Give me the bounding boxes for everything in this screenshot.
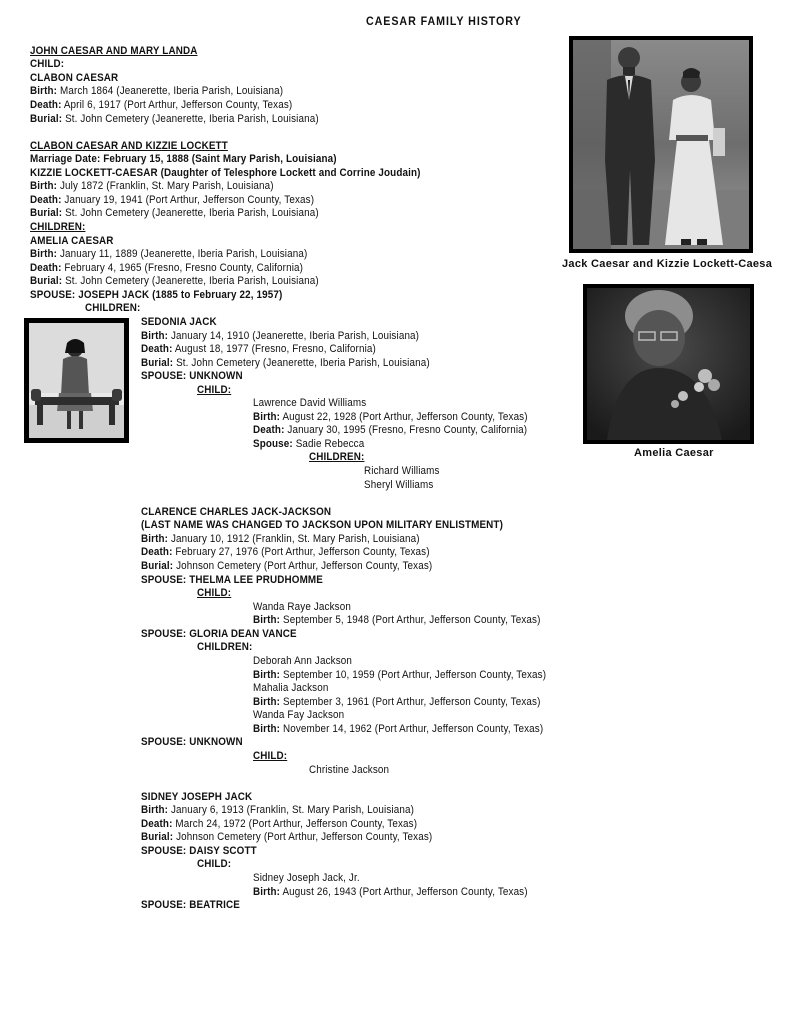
- amelia-photo-caption: Amelia Caesar: [634, 447, 714, 459]
- birth-line: Birth: January 14, 1910 (Jeanerette, Iberia Parish, Louisiana): [141, 330, 420, 342]
- children-heading: CHILDREN:: [85, 302, 141, 314]
- burial-line: Burial: St. John Cemetery (Jeanerette, Iberia Parish, Louisiana): [30, 207, 319, 219]
- birth-line: Birth: August 22, 1928 (Port Arthur, Jefferson County, Texas): [253, 411, 528, 423]
- birth-line: Birth: September 10, 1959 (Port Arthur, Jefferson County, Texas): [253, 669, 547, 681]
- person-name: Sidney Joseph Jack, Jr.: [253, 872, 360, 884]
- person-name: Mahalia Jackson: [253, 682, 329, 694]
- death-line: Death: January 30, 1995 (Fresno, Fresno County, California): [253, 424, 528, 436]
- spouse-line: SPOUSE: GLORIA DEAN VANCE: [141, 628, 297, 640]
- person-name: Deborah Ann Jackson: [253, 655, 353, 667]
- birth-line: Birth: November 14, 1962 (Port Arthur, Jefferson County, Texas): [253, 723, 544, 735]
- person-name: Lawrence David Williams: [253, 397, 367, 409]
- spouse-line: SPOUSE: THELMA LEE PRUDHOMME: [141, 574, 323, 586]
- death-line: Death: February 27, 1976 (Port Arthur, Jefferson County, Texas): [141, 546, 430, 558]
- burial-line: Burial: Johnson Cemetery (Port Arthur, Jefferson County, Texas): [141, 831, 433, 843]
- birth-line: Birth: March 1864 (Jeanerette, Iberia Parish, Louisiana): [30, 85, 284, 97]
- death-line: Death: February 4, 1965 (Fresno, Fresno County, California): [30, 262, 304, 274]
- page-title: CAESAR FAMILY HISTORY: [366, 16, 522, 28]
- marriage-date: Marriage Date: February 15, 1888 (Saint Mary Parish, Louisiana): [30, 153, 337, 165]
- couple-photo-caption: Jack Caesar and Kizzie Lockett-Caesa: [562, 258, 773, 270]
- birth-line: Birth: September 3, 1961 (Port Arthur, Jefferson County, Texas): [253, 696, 541, 708]
- spouse-line: SPOUSE: UNKNOWN: [141, 370, 243, 382]
- children-heading: CHILDREN:: [197, 641, 253, 653]
- death-line: Death: April 6, 1917 (Port Arthur, Jefferson County, Texas): [30, 99, 293, 111]
- spouse-line: SPOUSE: JOSEPH JACK (1885 to February 22, 1957): [30, 289, 283, 301]
- children-heading: CHILDREN:: [309, 451, 365, 463]
- couple-photo: [569, 36, 753, 253]
- spouse-line: Spouse: Sadie Rebecca: [253, 438, 365, 450]
- burial-line: Burial: Johnson Cemetery (Port Arthur, Jefferson County, Texas): [141, 560, 433, 572]
- person-name: Sheryl Williams: [364, 479, 434, 491]
- person-name: SEDONIA JACK: [141, 316, 217, 328]
- sedonia-photo: [24, 318, 129, 443]
- death-line: Death: August 18, 1977 (Fresno, Fresno, California): [141, 343, 376, 355]
- spouse-line: SPOUSE: BEATRICE: [141, 899, 240, 911]
- children-heading: CHILDREN:: [30, 221, 86, 233]
- spouse-line: SPOUSE: UNKNOWN: [141, 736, 243, 748]
- person-name: SIDNEY JOSEPH JACK: [141, 791, 253, 803]
- child-heading: CHILD:: [253, 750, 288, 762]
- amelia-photo: [583, 284, 754, 444]
- person-name: Christine Jackson: [309, 764, 390, 776]
- person-name: Wanda Raye Jackson: [253, 601, 351, 613]
- birth-line: Birth: January 10, 1912 (Franklin, St. Mary Parish, Louisiana): [141, 533, 420, 545]
- spouse-line: SPOUSE: DAISY SCOTT: [141, 845, 257, 857]
- death-line: Death: January 19, 1941 (Port Arthur, Jefferson County, Texas): [30, 194, 315, 206]
- death-line: Death: March 24, 1972 (Port Arthur, Jefferson County, Texas): [141, 818, 418, 830]
- name-note: (LAST NAME WAS CHANGED TO JACKSON UPON MILITARY ENLISTMENT): [141, 519, 504, 531]
- couple-heading: JOHN CAESAR AND MARY LANDA: [30, 45, 198, 57]
- birth-line: Birth: January 6, 1913 (Franklin, St. Mary Parish, Louisiana): [141, 804, 414, 816]
- birth-line: Birth: January 11, 1889 (Jeanerette, Iberia Parish, Louisiana): [30, 248, 308, 260]
- burial-line: Burial: St. John Cemetery (Jeanerette, Iberia Parish, Louisiana): [30, 275, 319, 287]
- burial-line: Burial: St. John Cemetery (Jeanerette, Iberia Parish, Louisiana): [141, 357, 430, 369]
- birth-line: Birth: September 5, 1948 (Port Arthur, Jefferson County, Texas): [253, 614, 541, 626]
- burial-line: Burial: St. John Cemetery (Jeanerette, Iberia Parish, Louisiana): [30, 113, 319, 125]
- person-name: AMELIA CAESAR: [30, 235, 114, 247]
- child-heading: CHILD:: [30, 58, 65, 70]
- person-name: CLARENCE CHARLES JACK-JACKSON: [141, 506, 332, 518]
- person-name: KIZZIE LOCKETT-CAESAR (Daughter of Telesphore Lockett and Corrine Joudain): [30, 167, 421, 179]
- person-name: Wanda Fay Jackson: [253, 709, 345, 721]
- child-heading: CHILD:: [197, 587, 232, 599]
- couple-heading: CLABON CAESAR AND KIZZIE LOCKETT: [30, 140, 228, 152]
- child-heading: CHILD:: [197, 384, 232, 396]
- child-heading: CHILD:: [197, 858, 232, 870]
- birth-line: Birth: July 1872 (Franklin, St. Mary Parish, Louisiana): [30, 180, 274, 192]
- birth-line: Birth: August 26, 1943 (Port Arthur, Jefferson County, Texas): [253, 886, 528, 898]
- person-name: CLABON CAESAR: [30, 72, 119, 84]
- person-name: Richard Williams: [364, 465, 440, 477]
